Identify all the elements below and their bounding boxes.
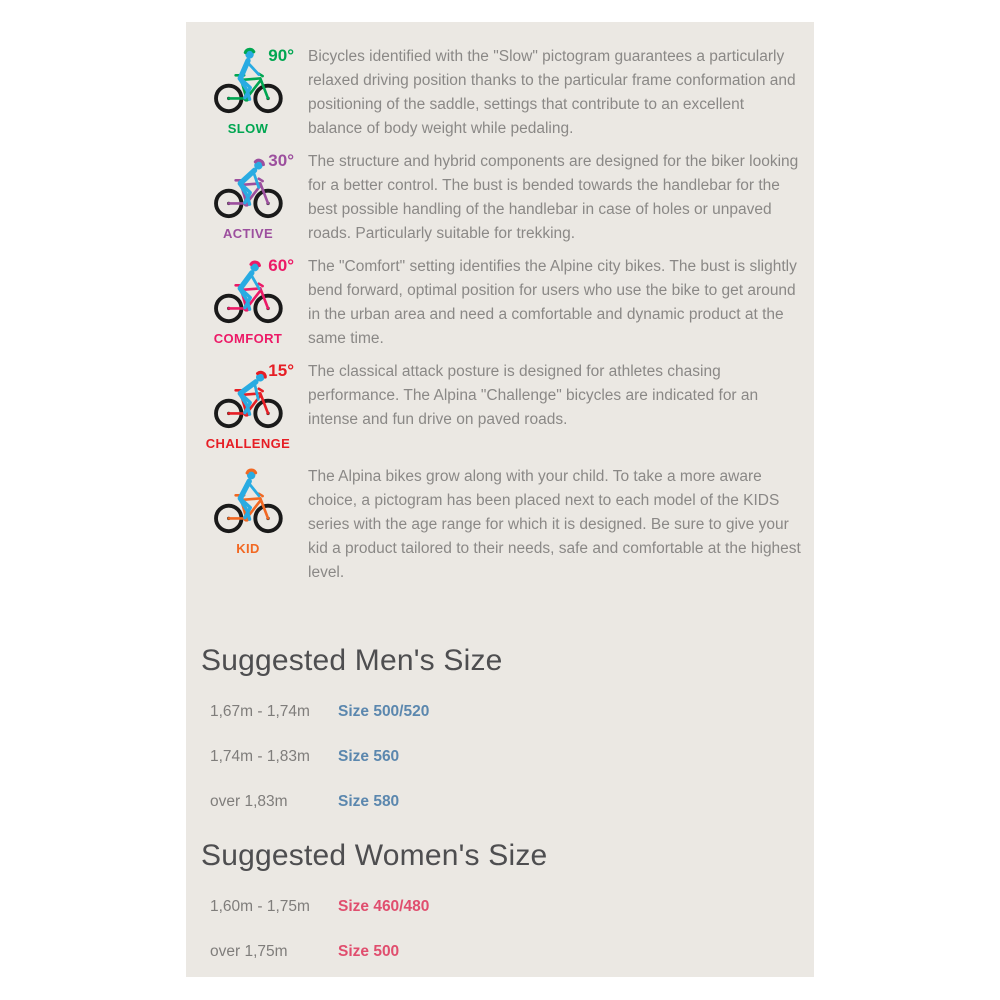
pictogram-row-slow [200, 45, 804, 141]
slow-angle-label: 90° [268, 46, 294, 65]
womens-size-link-460-480[interactable]: Size 460/480 [338, 898, 430, 915]
pictogram-row-comfort [200, 255, 804, 351]
womens-size-table [200, 898, 804, 961]
height-range: over 1,83m [210, 793, 288, 810]
active-bike-icon [200, 150, 296, 246]
active-label: ACTIVE [222, 226, 274, 241]
kid-description: The Alpina bikes grow along with your child. To take a more aware choice, a pictogram has been placed next to each model of the KIDS series with the age range for which it is designed. Be sure to give your kid a product tailored to their needs, safe and comfortable at the highest level. [308, 468, 801, 581]
height-range: 1,74m - 1,83m [210, 748, 310, 765]
active-description: The structure and hybrid components are designed for the biker looking for a better control. The bust is bended towards the handlebar for the best possible handling of the handlebar in case of holes or unpaved roads. Particularly suitable for trekking. [308, 153, 799, 242]
mens-size-link-500-520[interactable]: Size 500/520 [338, 703, 430, 720]
comfort-bike-icon [200, 255, 296, 351]
challenge-label: CHALLENGE [205, 436, 291, 451]
mens-size-heading: Suggested Men's Size [201, 644, 503, 677]
challenge-description: The classical attack posture is designed for athletes chasing performance. The Alpina "Challenge" bicycles are indicated for an intense and fun drive on paved roads. [308, 363, 759, 428]
mens-size-row [210, 793, 804, 811]
slow-description: Bicycles identified with the "Slow" pictogram guarantees a particularly relaxed driving position thanks to the particular frame conformation and positioning of the saddle, settings that contribute to an excellent balance of body weight while pedaling. [308, 48, 796, 137]
height-range: over 1,75m [210, 943, 288, 960]
slow-bike-icon [200, 45, 296, 141]
comfort-angle-label: 60° [268, 256, 294, 275]
womens-size-row [210, 898, 804, 916]
mens-size-link-560[interactable]: Size 560 [338, 748, 400, 765]
height-range: 1,60m - 1,75m [210, 898, 310, 915]
kid-bike-icon [200, 465, 296, 585]
comfort-label: COMFORT [213, 331, 283, 346]
kid-label: KID [236, 541, 260, 556]
womens-size-heading: Suggested Women's Size [201, 839, 548, 872]
mens-size-row [210, 748, 804, 766]
womens-size-row [210, 943, 804, 961]
pictogram-row-kid [200, 465, 804, 585]
comfort-description: The "Comfort" setting identifies the Alpine city bikes. The bust is slightly bend forward, optimal position for users who use the bike to get around in the urban area and need a comfortable and dynamic product at the same time. [308, 258, 797, 347]
bicycle-rider-icon [206, 466, 290, 540]
challenge-angle-label: 15° [268, 361, 294, 380]
challenge-bike-icon [200, 360, 296, 456]
height-range: 1,67m - 1,74m [210, 703, 310, 720]
slow-label: SLOW [227, 121, 269, 136]
womens-size-link-500[interactable]: Size 500 [338, 943, 400, 960]
mens-size-row [210, 703, 804, 721]
active-angle-label: 30° [268, 151, 294, 170]
mens-size-link-580[interactable]: Size 580 [338, 793, 400, 810]
info-panel [186, 22, 814, 977]
mens-size-table [200, 703, 804, 811]
pictogram-row-challenge [200, 360, 804, 456]
pictogram-row-active [200, 150, 804, 246]
